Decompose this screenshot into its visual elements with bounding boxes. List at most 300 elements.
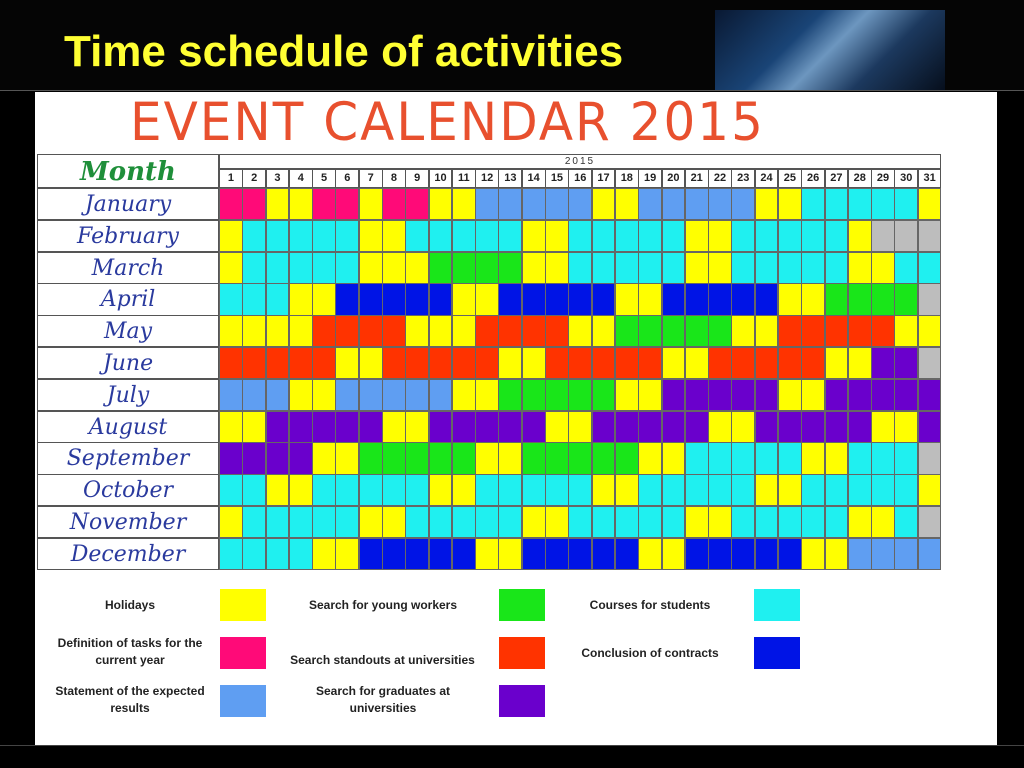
schedule-cell — [522, 252, 546, 284]
schedule-cell — [662, 220, 686, 252]
schedule-cell — [731, 283, 755, 315]
schedule-cell — [638, 538, 662, 570]
schedule-cell — [522, 283, 546, 315]
day-header: 2 — [242, 169, 266, 188]
legend-swatch — [220, 637, 266, 669]
schedule-cell — [405, 347, 429, 379]
schedule-cell — [894, 442, 918, 474]
schedule-cell — [312, 538, 336, 570]
schedule-cell — [289, 347, 313, 379]
schedule-cell — [685, 442, 709, 474]
schedule-cell — [871, 252, 895, 284]
day-header: 3 — [266, 169, 290, 188]
schedule-cell — [662, 379, 686, 411]
schedule-cell — [848, 283, 872, 315]
schedule-cell — [475, 188, 499, 220]
schedule-cell — [731, 347, 755, 379]
schedule-cell — [498, 506, 522, 538]
schedule-cell — [382, 538, 406, 570]
schedule-cell — [825, 252, 849, 284]
schedule-cell — [498, 315, 522, 347]
schedule-cell — [452, 188, 476, 220]
schedule-cell — [242, 474, 266, 506]
schedule-cell — [312, 442, 336, 474]
schedule-cell — [545, 220, 569, 252]
schedule-cell — [848, 252, 872, 284]
schedule-cell — [755, 188, 779, 220]
schedule-cell — [289, 538, 313, 570]
schedule-cell — [498, 347, 522, 379]
schedule-cell — [312, 188, 336, 220]
schedule-cell — [568, 283, 592, 315]
schedule-cell — [825, 188, 849, 220]
schedule-cell — [871, 442, 895, 474]
schedule-cell — [266, 347, 290, 379]
schedule-cell — [638, 474, 662, 506]
schedule-cell — [848, 442, 872, 474]
schedule-cell — [219, 220, 243, 252]
schedule-cell — [685, 252, 709, 284]
schedule-cell — [266, 474, 290, 506]
schedule-cell — [452, 379, 476, 411]
schedule-cell — [778, 411, 802, 443]
legend-swatch — [499, 637, 545, 669]
schedule-cell — [359, 506, 383, 538]
schedule-cell — [475, 538, 499, 570]
schedule-cell — [522, 442, 546, 474]
schedule-cell — [778, 347, 802, 379]
day-header: 16 — [568, 169, 592, 188]
schedule-cell — [335, 220, 359, 252]
schedule-cell — [452, 252, 476, 284]
schedule-cell — [382, 347, 406, 379]
schedule-cell — [592, 252, 616, 284]
schedule-cell — [918, 379, 942, 411]
schedule-cell — [685, 379, 709, 411]
schedule-cell — [592, 442, 616, 474]
schedule-cell — [219, 538, 243, 570]
schedule-cell — [871, 538, 895, 570]
day-header: 12 — [475, 169, 499, 188]
schedule-cell — [289, 252, 313, 284]
month-label: May — [37, 315, 219, 347]
schedule-cell — [498, 188, 522, 220]
schedule-cell — [638, 442, 662, 474]
schedule-cell — [825, 538, 849, 570]
day-header: 9 — [405, 169, 429, 188]
month-label: April — [37, 283, 219, 315]
schedule-cell — [918, 474, 942, 506]
schedule-cell — [335, 347, 359, 379]
schedule-cell — [592, 506, 616, 538]
schedule-cell — [918, 283, 942, 315]
schedule-cell — [615, 220, 639, 252]
schedule-cell — [662, 506, 686, 538]
schedule-cell — [894, 347, 918, 379]
schedule-cell — [475, 379, 499, 411]
schedule-cell — [755, 379, 779, 411]
schedule-cell — [685, 506, 709, 538]
schedule-cell — [382, 442, 406, 474]
legend-label: Definition of tasks for the current year — [57, 636, 203, 667]
schedule-cell — [755, 252, 779, 284]
schedule-cell — [312, 252, 336, 284]
legend-label: Search standouts at universities — [290, 653, 475, 667]
schedule-cell — [522, 315, 546, 347]
day-header: 18 — [615, 169, 639, 188]
schedule-cell — [242, 538, 266, 570]
schedule-cell — [918, 442, 942, 474]
schedule-cell — [592, 379, 616, 411]
schedule-cell — [429, 315, 453, 347]
schedule-cell — [918, 411, 942, 443]
schedule-cell — [475, 252, 499, 284]
schedule-cell — [335, 188, 359, 220]
schedule-cell — [545, 538, 569, 570]
schedule-cell — [778, 474, 802, 506]
schedule-cell — [312, 379, 336, 411]
schedule-cell — [615, 283, 639, 315]
schedule-cell — [359, 188, 383, 220]
schedule-cell — [778, 315, 802, 347]
schedule-cell — [405, 411, 429, 443]
schedule-cell — [871, 506, 895, 538]
schedule-cell — [638, 252, 662, 284]
schedule-cell — [475, 283, 499, 315]
schedule-cell — [242, 442, 266, 474]
schedule-cell — [918, 538, 942, 570]
schedule-cell — [452, 283, 476, 315]
schedule-cell — [429, 538, 453, 570]
schedule-cell — [871, 220, 895, 252]
schedule-cell — [405, 538, 429, 570]
schedule-cell — [359, 474, 383, 506]
schedule-cell — [359, 252, 383, 284]
schedule-cell — [266, 411, 290, 443]
schedule-cell — [848, 188, 872, 220]
day-header: 23 — [731, 169, 755, 188]
schedule-cell — [685, 538, 709, 570]
schedule-cell — [615, 379, 639, 411]
schedule-cell — [871, 283, 895, 315]
legend-label: Statement of the expected results — [55, 684, 205, 715]
schedule-cell — [871, 411, 895, 443]
schedule-cell — [825, 315, 849, 347]
day-header: 5 — [312, 169, 336, 188]
schedule-cell — [405, 506, 429, 538]
schedule-cell — [778, 538, 802, 570]
schedule-cell — [545, 283, 569, 315]
schedule-cell — [755, 474, 779, 506]
schedule-cell — [778, 220, 802, 252]
day-header: 4 — [289, 169, 313, 188]
schedule-cell — [778, 506, 802, 538]
schedule-cell — [242, 188, 266, 220]
schedule-cell — [242, 252, 266, 284]
schedule-cell — [359, 538, 383, 570]
legend-swatch — [499, 685, 545, 717]
schedule-cell — [522, 411, 546, 443]
schedule-cell — [475, 347, 499, 379]
schedule-cell — [522, 506, 546, 538]
schedule-cell — [242, 347, 266, 379]
schedule-cell — [219, 442, 243, 474]
schedule-cell — [708, 347, 732, 379]
schedule-cell — [615, 252, 639, 284]
schedule-cell — [592, 411, 616, 443]
schedule-cell — [382, 506, 406, 538]
schedule-cell — [825, 347, 849, 379]
schedule-cell — [545, 252, 569, 284]
schedule-cell — [568, 506, 592, 538]
schedule-cell — [568, 188, 592, 220]
schedule-cell — [871, 188, 895, 220]
schedule-cell — [266, 442, 290, 474]
schedule-cell — [545, 188, 569, 220]
schedule-cell — [289, 442, 313, 474]
schedule-cell — [755, 283, 779, 315]
schedule-cell — [429, 506, 453, 538]
schedule-cell — [801, 315, 825, 347]
schedule-cell — [615, 506, 639, 538]
schedule-cell — [545, 347, 569, 379]
schedule-cell — [475, 411, 499, 443]
legend-swatch — [754, 589, 800, 621]
day-header: 24 — [755, 169, 779, 188]
schedule-cell — [638, 347, 662, 379]
schedule-cell — [498, 538, 522, 570]
schedule-cell — [312, 283, 336, 315]
schedule-cell — [289, 188, 313, 220]
month-label: August — [37, 411, 219, 443]
header-decoration-image — [715, 10, 945, 90]
schedule-cell — [289, 315, 313, 347]
schedule-cell — [405, 474, 429, 506]
legend-label: Conclusion of contracts — [581, 646, 719, 660]
day-header: 1 — [219, 169, 243, 188]
schedule-cell — [219, 474, 243, 506]
schedule-cell — [359, 442, 383, 474]
schedule-cell — [801, 220, 825, 252]
schedule-cell — [894, 315, 918, 347]
month-label: December — [37, 538, 219, 570]
schedule-cell — [894, 474, 918, 506]
schedule-cell — [685, 220, 709, 252]
schedule-cell — [825, 411, 849, 443]
schedule-cell — [429, 188, 453, 220]
schedule-cell — [545, 379, 569, 411]
legend-label: Courses for students — [589, 598, 711, 612]
schedule-cell — [405, 315, 429, 347]
schedule-cell — [755, 315, 779, 347]
day-header: 14 — [522, 169, 546, 188]
schedule-cell — [592, 347, 616, 379]
schedule-cell — [382, 252, 406, 284]
schedule-cell — [359, 220, 383, 252]
schedule-cell — [289, 283, 313, 315]
schedule-cell — [522, 379, 546, 411]
schedule-cell — [638, 220, 662, 252]
schedule-cell — [405, 188, 429, 220]
schedule-cell — [266, 188, 290, 220]
schedule-cell — [498, 283, 522, 315]
schedule-cell — [755, 506, 779, 538]
schedule-cell — [429, 411, 453, 443]
month-label: November — [37, 506, 219, 538]
schedule-cell — [266, 538, 290, 570]
month-label: March — [37, 252, 219, 284]
schedule-cell — [219, 506, 243, 538]
day-header: 31 — [918, 169, 942, 188]
schedule-cell — [638, 283, 662, 315]
schedule-cell — [498, 411, 522, 443]
schedule-cell — [335, 442, 359, 474]
schedule-cell — [382, 283, 406, 315]
schedule-cell — [825, 474, 849, 506]
footer-divider — [0, 745, 1024, 746]
schedule-cell — [592, 220, 616, 252]
schedule-cell — [848, 379, 872, 411]
schedule-cell — [498, 252, 522, 284]
schedule-cell — [592, 283, 616, 315]
schedule-cell — [638, 315, 662, 347]
schedule-cell — [801, 379, 825, 411]
schedule-cell — [452, 411, 476, 443]
schedule-cell — [825, 379, 849, 411]
schedule-cell — [755, 442, 779, 474]
schedule-cell — [592, 474, 616, 506]
schedule-cell — [708, 442, 732, 474]
schedule-cell — [545, 411, 569, 443]
schedule-cell — [918, 506, 942, 538]
month-label: June — [37, 347, 219, 379]
schedule-cell — [219, 252, 243, 284]
schedule-cell — [312, 411, 336, 443]
schedule-cell — [312, 474, 336, 506]
schedule-cell — [801, 347, 825, 379]
schedule-cell — [568, 379, 592, 411]
day-header: 27 — [825, 169, 849, 188]
schedule-cell — [429, 283, 453, 315]
schedule-cell — [219, 411, 243, 443]
schedule-cell — [452, 315, 476, 347]
schedule-cell — [289, 379, 313, 411]
schedule-cell — [871, 379, 895, 411]
schedule-cell — [568, 315, 592, 347]
schedule-cell — [219, 347, 243, 379]
schedule-cell — [894, 506, 918, 538]
schedule-cell — [848, 315, 872, 347]
schedule-cell — [708, 315, 732, 347]
schedule-cell — [848, 506, 872, 538]
schedule-cell — [894, 220, 918, 252]
schedule-cell — [894, 283, 918, 315]
schedule-cell — [731, 220, 755, 252]
day-header: 20 — [662, 169, 686, 188]
schedule-cell — [545, 474, 569, 506]
schedule-cell — [289, 474, 313, 506]
schedule-cell — [568, 347, 592, 379]
schedule-cell — [662, 315, 686, 347]
schedule-cell — [592, 315, 616, 347]
schedule-cell — [848, 220, 872, 252]
schedule-cell — [662, 538, 686, 570]
schedule-cell — [825, 283, 849, 315]
schedule-cell — [685, 283, 709, 315]
schedule-cell — [848, 347, 872, 379]
schedule-cell — [731, 379, 755, 411]
schedule-cell — [545, 315, 569, 347]
schedule-cell — [708, 188, 732, 220]
schedule-cell — [708, 379, 732, 411]
day-header: 11 — [452, 169, 476, 188]
schedule-cell — [708, 411, 732, 443]
schedule-cell — [359, 411, 383, 443]
schedule-cell — [638, 379, 662, 411]
schedule-cell — [475, 506, 499, 538]
schedule-cell — [568, 474, 592, 506]
schedule-cell — [801, 442, 825, 474]
schedule-cell — [871, 474, 895, 506]
day-header: 6 — [335, 169, 359, 188]
schedule-cell — [522, 474, 546, 506]
schedule-cell — [382, 315, 406, 347]
slide-title: Time schedule of activities — [64, 27, 624, 76]
schedule-cell — [312, 506, 336, 538]
schedule-cell — [405, 252, 429, 284]
legend-swatch — [220, 589, 266, 621]
schedule-cell — [335, 252, 359, 284]
schedule-cell — [871, 315, 895, 347]
schedule-cell — [312, 347, 336, 379]
month-label: July — [37, 379, 219, 411]
month-label: January — [37, 188, 219, 220]
schedule-cell — [475, 474, 499, 506]
schedule-cell — [708, 538, 732, 570]
schedule-cell — [685, 411, 709, 443]
schedule-cell — [568, 442, 592, 474]
legend-swatch — [499, 589, 545, 621]
schedule-cell — [731, 538, 755, 570]
schedule-cell — [918, 188, 942, 220]
schedule-cell — [801, 411, 825, 443]
schedule-cell — [429, 220, 453, 252]
schedule-cell — [452, 220, 476, 252]
schedule-cell — [335, 474, 359, 506]
schedule-cell — [871, 347, 895, 379]
day-header: 30 — [894, 169, 918, 188]
schedule-cell — [918, 252, 942, 284]
legend-swatch — [220, 685, 266, 717]
schedule-cell — [522, 347, 546, 379]
schedule-cell — [685, 315, 709, 347]
schedule-cell — [498, 474, 522, 506]
schedule-cell — [825, 506, 849, 538]
schedule-cell — [801, 252, 825, 284]
schedule-cell — [289, 220, 313, 252]
schedule-cell — [498, 379, 522, 411]
legend-label: Search for graduates at universities — [315, 684, 451, 715]
schedule-cell — [405, 220, 429, 252]
schedule-cell — [708, 283, 732, 315]
schedule-cell — [568, 538, 592, 570]
schedule-cell — [242, 283, 266, 315]
schedule-cell — [615, 474, 639, 506]
schedule-cell — [335, 538, 359, 570]
schedule-cell — [615, 188, 639, 220]
schedule-cell — [429, 347, 453, 379]
schedule-cell — [755, 411, 779, 443]
